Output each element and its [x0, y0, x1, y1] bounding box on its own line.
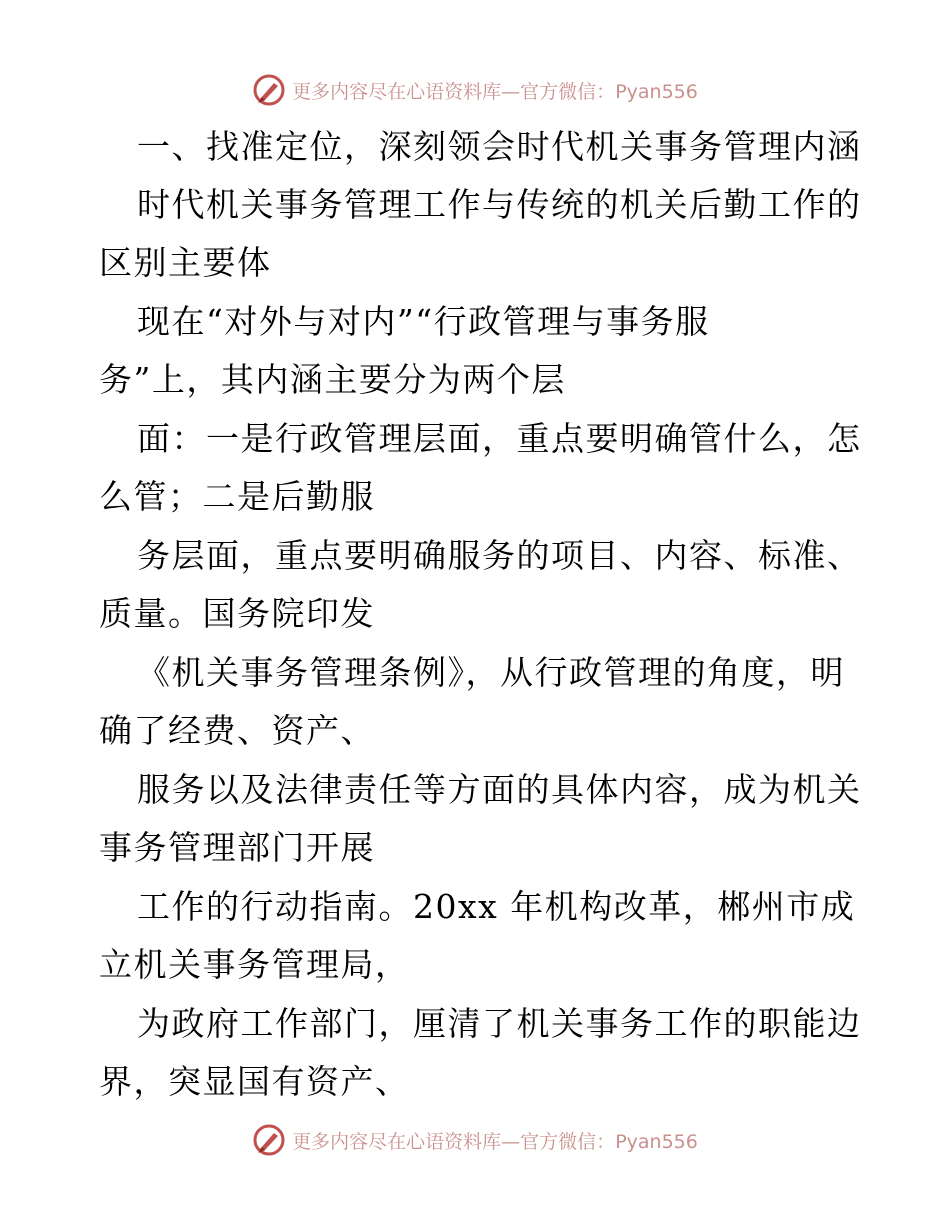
body-line: 工作的行动指南。20xx 年机构改革，郴州市成	[137, 887, 856, 926]
watermark-wechat-label: 官方微信：	[520, 1130, 616, 1153]
body-line: 服务以及法律责任等方面的具体内容，成为机关	[137, 770, 862, 809]
header-watermark	[0, 70, 950, 110]
watermark-wechat-id: Pyan556	[615, 80, 698, 103]
body-line: 事务管理部门开展	[99, 828, 375, 867]
body-line: 一、找准定位，深刻领会时代机关事务管理内涵	[137, 127, 862, 166]
body-line: 为政府工作部门，厘清了机关事务工作的职能边	[137, 1004, 862, 1043]
body-line: 界，突显国有资产、	[99, 1062, 410, 1101]
footer-watermark	[0, 1120, 950, 1160]
body-line: 立机关事务管理局，	[99, 945, 410, 984]
body-line: 区别主要体	[99, 243, 272, 282]
body-line: 时代机关事务管理工作与传统的机关后勤工作的	[137, 185, 862, 224]
watermark-text	[292, 1127, 698, 1154]
body-line: 《机关事务管理条例》，从行政管理的角度，明	[137, 653, 845, 692]
watermark-dash: —	[501, 80, 521, 103]
body-line: 务层面，重点要明确服务的项目、内容、标准、	[137, 536, 862, 575]
body-line: 么管；二是后勤服	[99, 477, 375, 516]
watermark-dash: —	[501, 1130, 521, 1153]
body-line: 面：一是行政管理层面，重点要明确管什么，怎	[137, 419, 862, 458]
body-line: 现在“对外与对内”“行政管理与事务服	[137, 302, 710, 341]
pen-circle-logo-icon	[252, 1123, 286, 1157]
body-line: 质量。国务院印发	[99, 594, 375, 633]
watermark-brand: 更多内容尽在心语资料库	[292, 80, 502, 103]
watermark-wechat-id: Pyan556	[615, 1130, 698, 1153]
watermark-brand: 更多内容尽在心语资料库	[292, 1130, 502, 1153]
body-line: 确了经费、资产、	[99, 711, 375, 750]
watermark-wechat-label: 官方微信：	[520, 80, 616, 103]
pen-circle-logo-icon	[252, 73, 286, 107]
body-line: 务”上，其内涵主要分为两个层	[99, 360, 566, 399]
watermark-text	[292, 77, 698, 104]
